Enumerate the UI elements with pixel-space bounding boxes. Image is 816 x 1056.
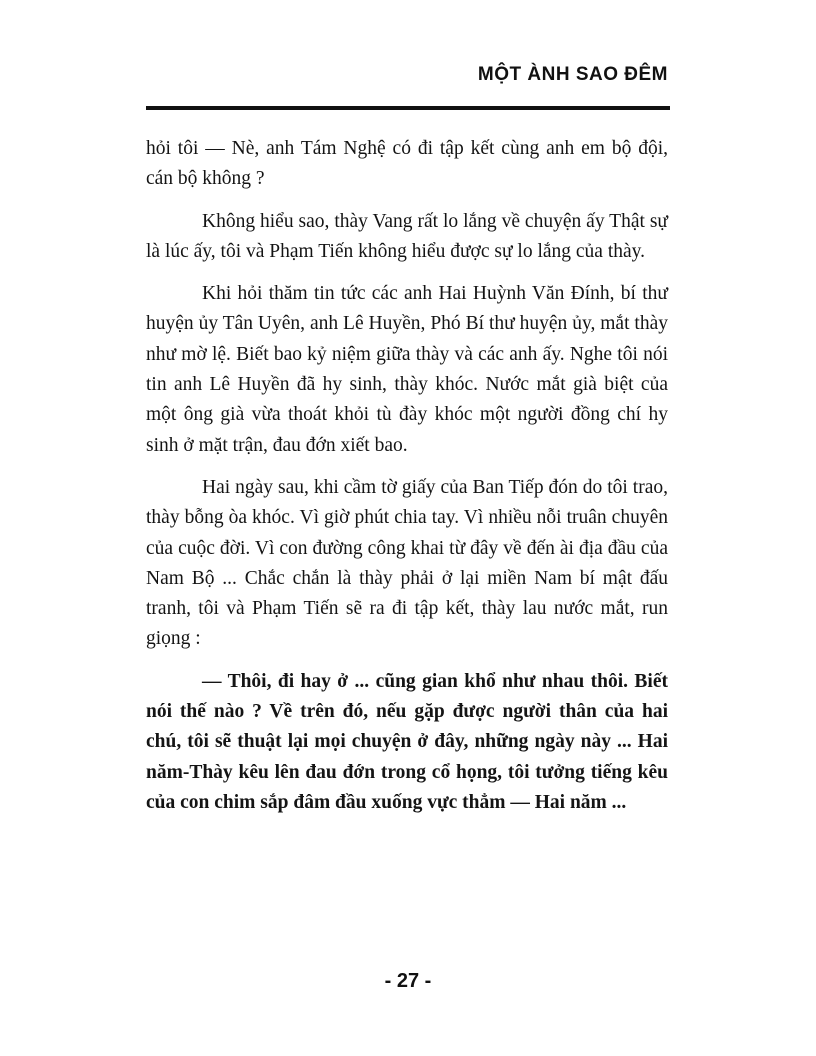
paragraph-3: Khi hỏi thăm tin tức các anh Hai Huỳnh Văn Đính, bí thư huyện ủy Tân Uyên, anh Lê Huyền, Phó Bí thư huyện ủy, mắt thày như mờ lệ. Biết bao kỷ niệm giữa thày và các anh ấy. Nghe tôi nói tin anh Lê Huyền đã hy sinh, thày khóc. Nước mắt già biệt của một ông già vừa thoát khỏi tù đày khóc một người đồng chí hy sinh ở mặt trận, đau đớn xiết bao.	[146, 283, 668, 456]
running-header-title: MỘT ÀNH SAO ĐÊM	[477, 64, 668, 85]
paragraph-5-dialogue: — Thôi, đi hay ở ... cũng gian khổ như nhau thôi. Biết nói thế nào ? Về trên đó, nếu gặp được người thân của hai chú, tôi sẽ thuật lại mọi chuyện ở đây, những ngày này ... Hai năm-Thày kêu lên đau đớn trong cổ họng, tôi tưởng tiếng kêu của con chim sắp đâm đầu xuống vực thẳm — Hai năm ...	[146, 670, 668, 813]
paragraph-1: hỏi tôi — Nè, anh Tám Nghệ có đi tập kết cùng anh em bộ đội, cán bộ không ?	[146, 138, 668, 190]
paragraph-4: Hai ngày sau, khi cầm tờ giấy của Ban Tiếp đón do tôi trao, thày bỗng òa khóc. Vì giờ phút chia tay. Vì nhiều nỗi truân chuyên của cuộc đời. Vì con đường công khai từ đây về đến ài địa đầu của Nam Bộ ... Chắc chắn là thày phải ở lại miền Nam bí mật đấu tranh, tôi và Phạm Tiến sẽ ra đi tập kết, thày lau nước mắt, run giọng :	[146, 476, 668, 650]
page-number: - 27 -	[384, 970, 432, 992]
header-rule	[146, 106, 670, 110]
body-text	[146, 134, 668, 830]
paragraph-2: Không hiểu sao, thày Vang rất lo lắng về chuyện ấy Thật sự là lúc ấy, tôi và Phạm Tiến không hiểu được sự lo lắng của thày.	[146, 210, 668, 262]
